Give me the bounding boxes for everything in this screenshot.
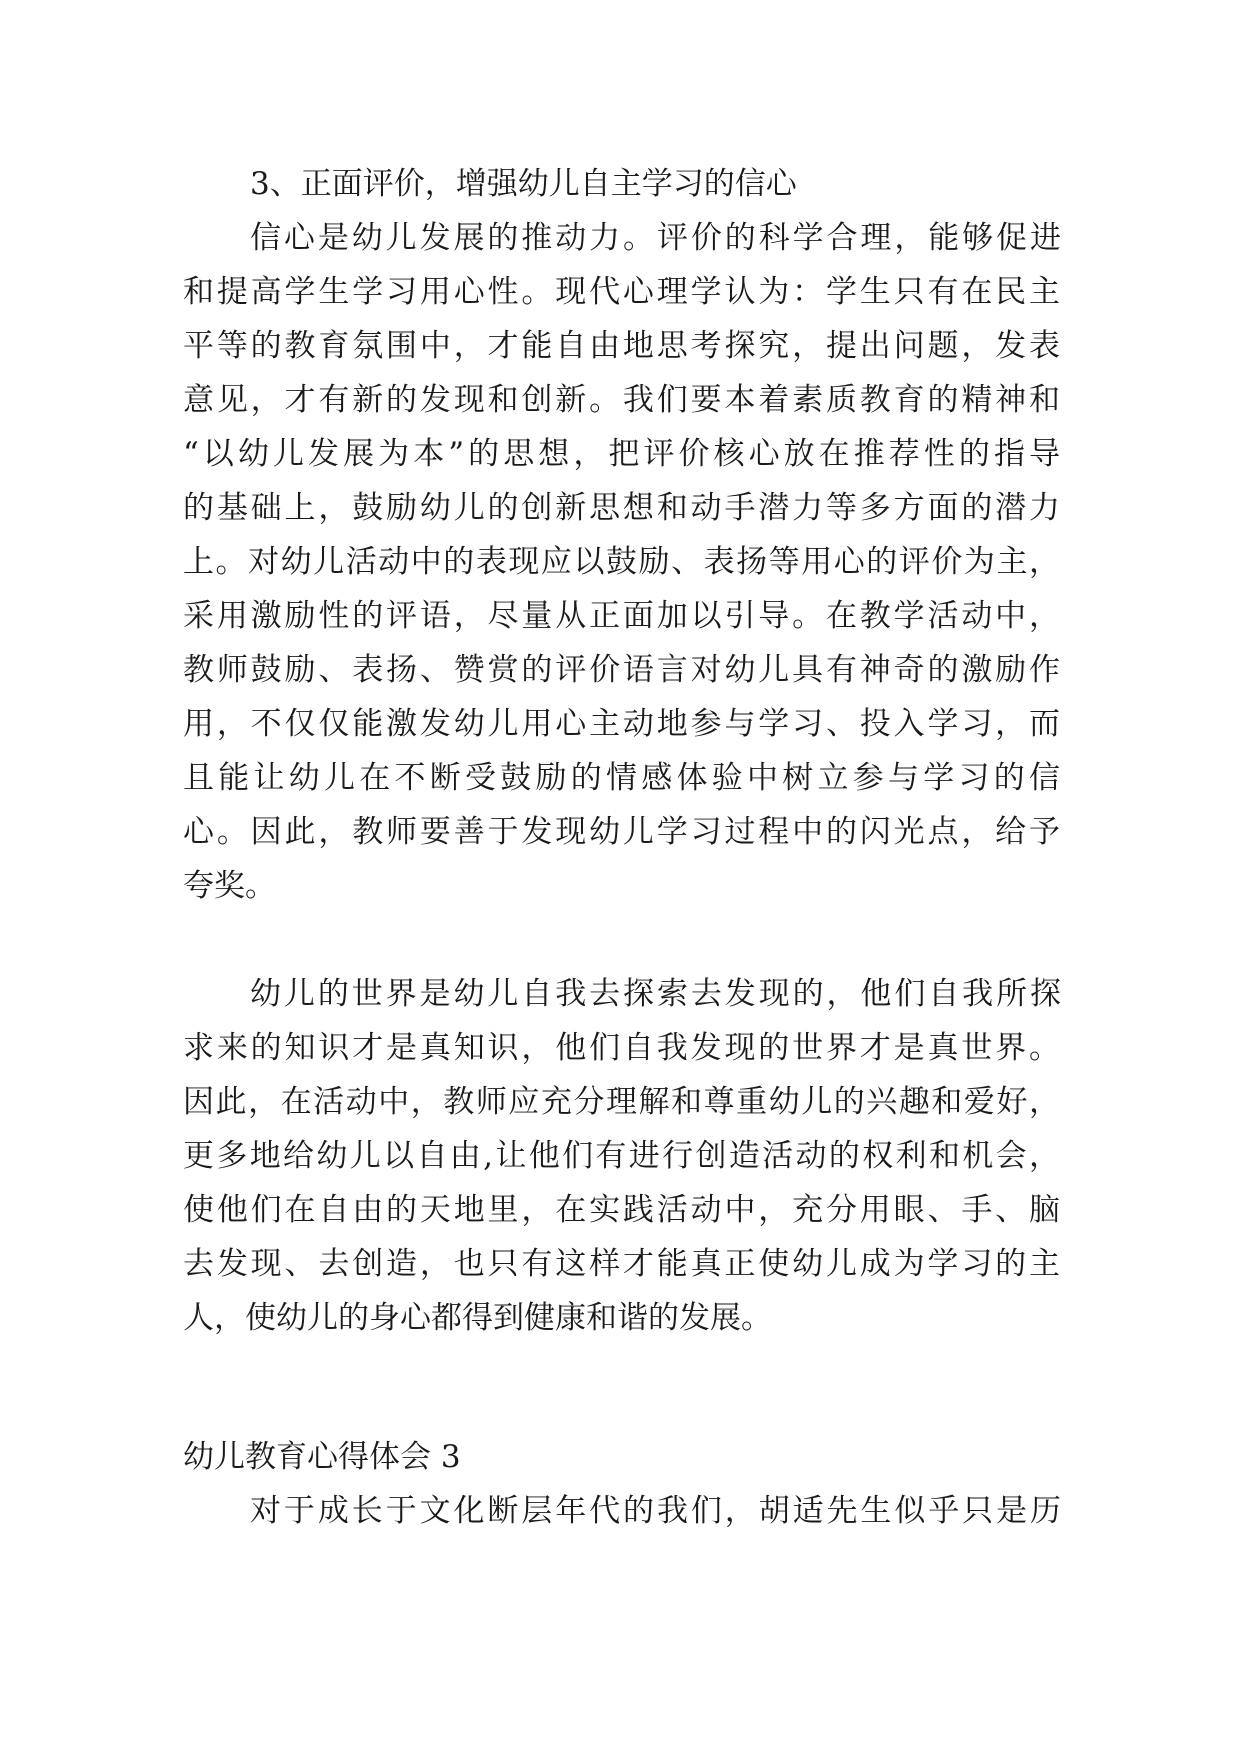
paragraph-line: 教师鼓励、表扬、赞赏的评价语言对幼儿具有神奇的激励作 bbox=[183, 652, 1060, 688]
section-heading: 3、正面评价，增强幼儿自主学习的信心 bbox=[250, 166, 797, 202]
article-title: 幼儿教育心得体会 3 bbox=[183, 1439, 461, 1475]
paragraph-line: 因此，在活动中，教师应充分理解和尊重幼儿的兴趣和爱好， bbox=[183, 1084, 1060, 1120]
paragraph-line: 和提高学生学习用心性。现代心理学认为：学生只有在民主 bbox=[183, 274, 1060, 310]
paragraph-line: 去发现、去创造，也只有这样才能真正使幼儿成为学习的主 bbox=[183, 1246, 1060, 1282]
paragraph-line: 对于成长于文化断层年代的我们，胡适先生似乎只是历 bbox=[250, 1493, 1061, 1529]
paragraph-line: 且能让幼儿在不断受鼓励的情感体验中树立参与学习的信 bbox=[183, 760, 1060, 796]
paragraph-line: 人，使幼儿的身心都得到健康和谐的发展。 bbox=[183, 1300, 772, 1336]
paragraph-line: 幼儿的世界是幼儿自我去探索去发现的，他们自我所探 bbox=[250, 976, 1061, 1012]
paragraph-line: 用，不仅仅能激发幼儿用心主动地参与学习、投入学习，而 bbox=[183, 706, 1060, 742]
paragraph-line: 夸奖。 bbox=[183, 868, 276, 904]
paragraph-line: 心。因此，教师要善于发现幼儿学习过程中的闪光点，给予 bbox=[183, 814, 1060, 850]
paragraph-line: 的基础上，鼓励幼儿的创新思想和动手潜力等多方面的潜力 bbox=[183, 490, 1060, 526]
paragraph-line: 求来的知识才是真知识，他们自我发现的世界才是真世界。 bbox=[183, 1030, 1060, 1066]
paragraph-line: 更多地给幼儿以自由,让他们有进行创造活动的权利和机会， bbox=[183, 1138, 1060, 1174]
paragraph-line: 采用激励性的评语，尽量从正面加以引导。在教学活动中， bbox=[183, 598, 1060, 634]
paragraph-line: 平等的教育氛围中，才能自由地思考探究，提出问题，发表 bbox=[183, 328, 1060, 364]
paragraph-line: 上。对幼儿活动中的表现应以鼓励、表扬等用心的评价为主， bbox=[183, 544, 1060, 580]
paragraph-line: 信心是幼儿发展的推动力。评价的科学合理，能够促进 bbox=[250, 220, 1061, 256]
paragraph-line: 意见，才有新的发现和创新。我们要本着素质教育的精神和 bbox=[183, 382, 1060, 418]
paragraph-line: “以幼儿发展为本”的思想，把评价核心放在推荐性的指导 bbox=[183, 436, 1060, 472]
paragraph-line: 使他们在自由的天地里，在实践活动中，充分用眼、手、脑 bbox=[183, 1192, 1060, 1228]
